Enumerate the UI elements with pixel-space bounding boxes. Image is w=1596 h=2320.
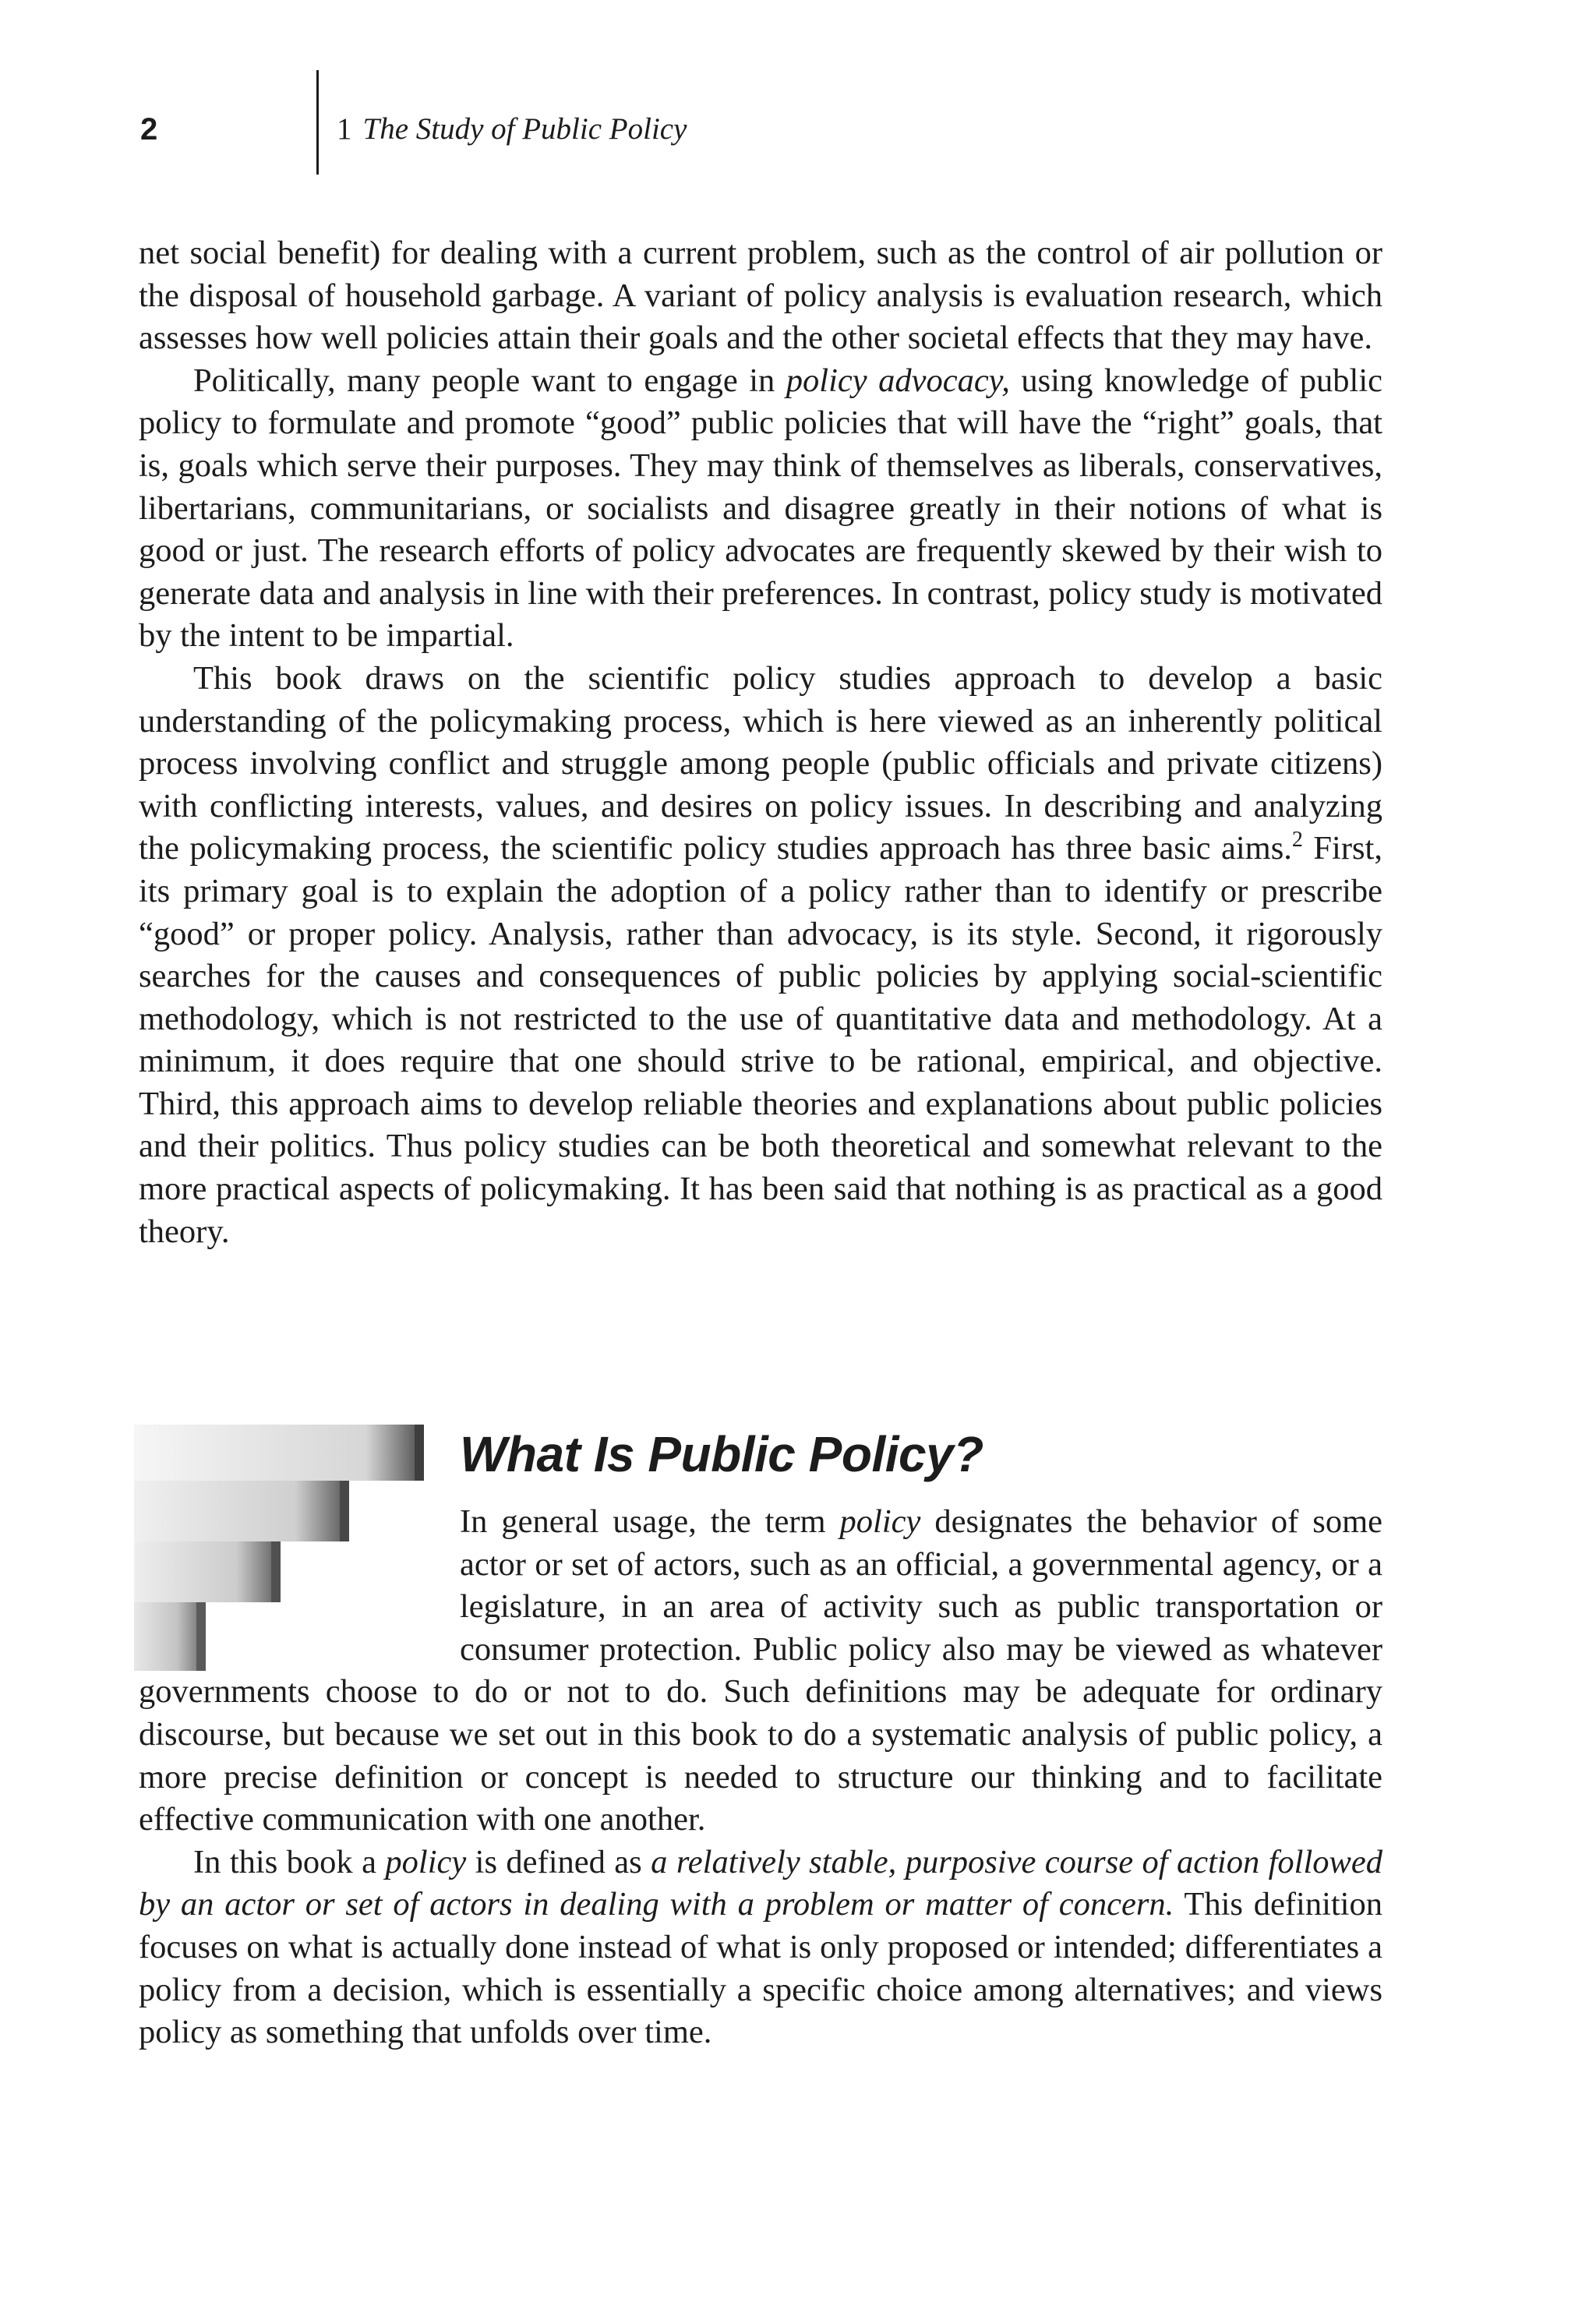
chapter-number: 1 (337, 112, 352, 146)
term-policy: policy (839, 1503, 921, 1540)
text-run: First, its primary goal is to explain the adoption of a policy rather than to identify or prescribe “good” or proper policy. Analysis, rather than advocacy, is its style. Second, it rigorously searches for the causes and consequences of public policies by applying social-scientific methodology, which is not restricted to the use of quantitative data and methodology. At a minimum, it does require that one should strive to be rational, empirical, and objective. Third, this approach aims to develop reliable theories and explanations about public policies and their politics. Thus policy studies can be both theoretical and somewhat relevant to the more practical aspects of policymaking. It has been said that nothing is as practical as a good theory. (139, 830, 1382, 1250)
text-run: This book draws on the scientific policy studies approach to develop a basic understanding of the policymaking process, which is here viewed as an inherently political process involving conflict and struggle among people (public officials and private citizens) with conflicting interests, values, and desires on policy issues. In describing and analyzing the policymaking process, the scientific policy studies approach has three basic aims. (139, 659, 1382, 867)
text-run: is defined as (466, 1843, 651, 1880)
text-run: This definition focuses on what is actually done instead of what is only proposed or intended; differentiates a policy from a decision, which is essentially a specific choice among alternatives; and views policy as something that unfolds over time. (139, 1886, 1382, 2051)
paragraph-definition (139, 1842, 1382, 2054)
chapter-title: The Study of Public Policy (362, 112, 687, 146)
text-run: Politically, many people want to engage in (193, 362, 786, 399)
term-policy-advocacy: policy advocacy, (786, 362, 1010, 399)
text-run: In general usage, the term (460, 1503, 840, 1540)
footnote-ref: 2 (1291, 828, 1303, 853)
paragraph-policy-advocacy (139, 360, 1382, 658)
policy-definition: a relatively stable, purposive course of action followed by an actor or set of actors in dealing with a problem or matter of concern. (139, 1843, 1383, 1923)
graphic-wrap-spacer (139, 1501, 460, 1671)
text-run: using knowledge of public policy to formulate and promote “good” public policies that will have the “right” goals, that is, goals which serve their purposes. They may think of themselves as liberals, conservatives, libertarians, communitarians, or socialists and disagree greatly in their notions of what is good or just. The research efforts of policy advocates are frequently skewed by their wish to generate data and analysis in line with their preferences. In contrast, policy study is motivated by the intent to be impartial. (139, 362, 1382, 655)
chapter-heading (337, 112, 687, 147)
section-text (139, 1501, 1382, 2054)
term-policy: policy (385, 1843, 467, 1880)
paragraph-continuation: net social benefit) for dealing with a current problem, such as the control of air pollution or the disposal of household garbage. A variant of policy analysis is evaluation research, which assesses how well policies attain their goals and the other societal effects that they may have. (139, 235, 1382, 357)
body-text (139, 232, 1382, 1253)
page-number: 2 (140, 112, 158, 147)
text-run: designates the behavior of some actor or set of actors, such as an official, a governmental agency, or a legislature, in an area of activity such as public transportation or consumer protection. Public policy also may be viewed as whatever governments choose to do or not to do. Such definitions may be adequate for ordinary discourse, but because we set out in this book to do a systematic analysis of public policy, a more precise definition or concept is needed to structure our thinking and to facilitate effective communication with one another. (139, 1503, 1382, 1838)
text-run: In this book a (193, 1843, 386, 1880)
stair-step-1 (134, 1425, 424, 1481)
header-divider (316, 70, 319, 175)
section-heading: What Is Public Policy? (460, 1426, 983, 1482)
paragraph-policy-studies (139, 658, 1382, 1253)
